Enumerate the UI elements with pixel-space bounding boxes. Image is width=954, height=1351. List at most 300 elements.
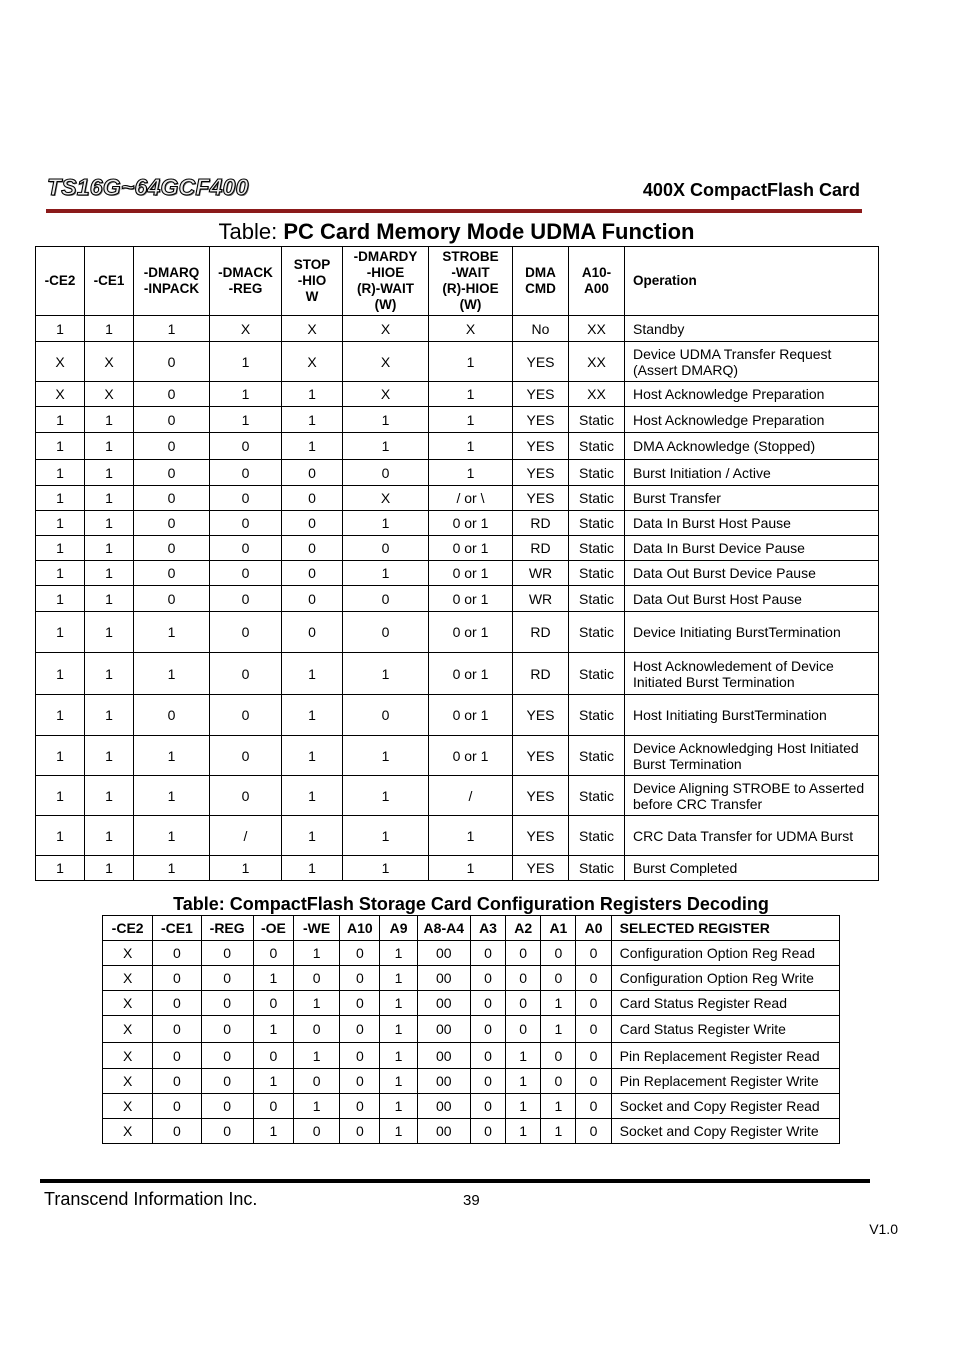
- table-cell: YES: [513, 433, 569, 460]
- operation-cell: Host Initiating BurstTermination: [625, 695, 879, 736]
- table-cell: 1: [380, 1069, 417, 1094]
- table-cell: 1: [210, 382, 282, 407]
- table-row: [36, 586, 879, 612]
- table-cell: 0: [340, 1069, 380, 1094]
- table-cell: 0: [470, 1119, 505, 1144]
- register-name-cell: Card Status Register Read: [611, 991, 839, 1016]
- table2-header-cell: SELECTED REGISTER: [611, 916, 839, 941]
- table-cell: 0: [201, 1043, 253, 1069]
- table-cell: 1: [429, 407, 513, 433]
- table-cell: 1: [36, 856, 85, 881]
- table-cell: 1: [210, 342, 282, 382]
- table-cell: Static: [569, 460, 625, 486]
- table-cell: 1: [282, 653, 343, 695]
- operation-cell: Host Acknowledement of Device Initiated Burst Termination: [625, 653, 879, 695]
- table-cell: Static: [569, 511, 625, 536]
- table-cell: 1: [294, 1094, 340, 1119]
- table-cell: 1: [134, 736, 210, 776]
- table-cell: 1: [294, 1043, 340, 1069]
- table-cell: 0: [343, 536, 429, 561]
- table-cell: Static: [569, 536, 625, 561]
- table-row: [103, 1094, 840, 1119]
- table-cell: 0: [294, 1016, 340, 1043]
- table-cell: X: [103, 941, 153, 966]
- document-subtitle: 400X CompactFlash Card: [642, 180, 860, 200]
- table-cell: X: [282, 316, 343, 342]
- table-cell: Static: [569, 486, 625, 511]
- table-cell: 0: [343, 695, 429, 736]
- table-cell: 1: [541, 991, 576, 1016]
- table-cell: 0: [134, 433, 210, 460]
- table-cell: 0: [134, 695, 210, 736]
- table-cell: 0: [541, 1043, 576, 1069]
- table-cell: 1: [282, 816, 343, 856]
- table-cell: 0: [576, 1119, 611, 1144]
- table-cell: X: [103, 1119, 153, 1144]
- table2-header-cell: A1: [541, 916, 576, 941]
- table-cell: 1: [36, 695, 85, 736]
- table-cell: 0: [210, 653, 282, 695]
- table1-header-cell: -DMACK -REG: [210, 247, 282, 316]
- table-cell: Static: [569, 433, 625, 460]
- table-cell: 0: [506, 1016, 541, 1043]
- operation-cell: Standby: [625, 316, 879, 342]
- table2-header-cell: A3: [470, 916, 505, 941]
- table-cell: /: [210, 816, 282, 856]
- table-cell: 0: [134, 586, 210, 612]
- table-row: [36, 776, 879, 816]
- table-cell: 0: [153, 1094, 201, 1119]
- table-row: [36, 342, 879, 382]
- table-row: [36, 653, 879, 695]
- table1-title-prefix: Table:: [218, 219, 278, 244]
- table1-header-row: [36, 247, 879, 316]
- table-cell: X: [343, 342, 429, 382]
- table-cell: 1: [36, 612, 85, 653]
- table-cell: 0: [506, 966, 541, 991]
- table-cell: 1: [541, 1016, 576, 1043]
- table-cell: 1: [253, 966, 293, 991]
- table-cell: 0 or 1: [429, 586, 513, 612]
- table-cell: X: [103, 1043, 153, 1069]
- table-cell: 1: [36, 776, 85, 816]
- table-cell: 1: [294, 941, 340, 966]
- table-cell: XX: [569, 342, 625, 382]
- table-cell: 1: [36, 511, 85, 536]
- table-cell: 0: [210, 586, 282, 612]
- table-cell: 0: [282, 486, 343, 511]
- table-cell: 0: [576, 1016, 611, 1043]
- table-cell: 0: [294, 966, 340, 991]
- table-cell: YES: [513, 816, 569, 856]
- table-cell: 0: [134, 460, 210, 486]
- table-row: [103, 991, 840, 1016]
- table-cell: YES: [513, 856, 569, 881]
- table-cell: 0 or 1: [429, 736, 513, 776]
- table-cell: 1: [429, 460, 513, 486]
- table-cell: 1: [36, 407, 85, 433]
- table-cell: 0: [541, 1069, 576, 1094]
- table-cell: X: [343, 316, 429, 342]
- table-cell: 1: [36, 486, 85, 511]
- operation-cell: Data Out Burst Host Pause: [625, 586, 879, 612]
- operation-cell: Data Out Burst Device Pause: [625, 561, 879, 586]
- table-cell: 0: [134, 561, 210, 586]
- table-cell: XX: [569, 316, 625, 342]
- table-cell: 0: [153, 991, 201, 1016]
- table-cell: X: [103, 991, 153, 1016]
- table-row: [103, 966, 840, 991]
- table-cell: 0: [153, 1043, 201, 1069]
- table-cell: 1: [541, 1094, 576, 1119]
- table-cell: 1: [85, 407, 134, 433]
- table-cell: 1: [343, 736, 429, 776]
- table-row: [36, 856, 879, 881]
- table-cell: 0: [134, 407, 210, 433]
- table-row: [103, 1119, 840, 1144]
- table-cell: 1: [253, 1016, 293, 1043]
- register-name-cell: Pin Replacement Register Read: [611, 1043, 839, 1069]
- table-cell: 1: [282, 382, 343, 407]
- register-name-cell: Configuration Option Reg Read: [611, 941, 839, 966]
- table-cell: YES: [513, 342, 569, 382]
- table-row: [36, 536, 879, 561]
- table-cell: 0: [201, 991, 253, 1016]
- table-cell: No: [513, 316, 569, 342]
- company-name: Transcend Information Inc.: [44, 1189, 258, 1209]
- table-cell: YES: [513, 382, 569, 407]
- table-row: [36, 382, 879, 407]
- table-cell: 0: [201, 1069, 253, 1094]
- table-cell: 1: [210, 407, 282, 433]
- table1-header-cell: STROBE -WAIT (R)-HIOE (W): [429, 247, 513, 316]
- table-cell: 0: [470, 1043, 505, 1069]
- table-cell: 00: [417, 1043, 470, 1069]
- table1-header-cell: -CE2: [36, 247, 85, 316]
- table-cell: X: [85, 342, 134, 382]
- table-cell: 1: [282, 433, 343, 460]
- table-cell: 0: [201, 1094, 253, 1119]
- table-cell: X: [429, 316, 513, 342]
- table-cell: 0: [340, 941, 380, 966]
- table-cell: 1: [85, 486, 134, 511]
- operation-cell: Device Acknowledging Host Initiated Burst Termination: [625, 736, 879, 776]
- table-cell: X: [103, 1016, 153, 1043]
- table-cell: 0: [210, 736, 282, 776]
- table-cell: 1: [506, 1069, 541, 1094]
- table-cell: 0: [470, 966, 505, 991]
- table-cell: 1: [429, 816, 513, 856]
- table-cell: X: [103, 1094, 153, 1119]
- table-cell: / or \: [429, 486, 513, 511]
- table-cell: X: [343, 486, 429, 511]
- table-cell: 1: [380, 941, 417, 966]
- table-cell: 0: [153, 1016, 201, 1043]
- table-cell: X: [103, 1069, 153, 1094]
- table2-header-cell: -CE2: [103, 916, 153, 941]
- table-cell: 1: [85, 536, 134, 561]
- table-cell: RD: [513, 511, 569, 536]
- operation-cell: Device Initiating BurstTermination: [625, 612, 879, 653]
- table2-header-cell: A9: [380, 916, 417, 941]
- table2-header-cell: A8-A4: [417, 916, 470, 941]
- table-row: [103, 941, 840, 966]
- table-cell: 00: [417, 1016, 470, 1043]
- table-cell: 1: [134, 776, 210, 816]
- table-cell: 0: [576, 1043, 611, 1069]
- table-cell: 0: [282, 586, 343, 612]
- table-cell: 0: [253, 941, 293, 966]
- table-cell: 1: [380, 1016, 417, 1043]
- table-cell: 0: [343, 586, 429, 612]
- table-cell: 1: [85, 511, 134, 536]
- table-cell: 1: [85, 736, 134, 776]
- table-cell: 1: [36, 653, 85, 695]
- table-cell: 0: [210, 460, 282, 486]
- table1-header-cell: -CE1: [85, 247, 134, 316]
- table-cell: 0: [576, 966, 611, 991]
- table-cell: 1: [343, 433, 429, 460]
- table-cell: X: [282, 342, 343, 382]
- table-cell: 1: [380, 1094, 417, 1119]
- table-row: [103, 1043, 840, 1069]
- table-cell: 0: [210, 776, 282, 816]
- table-cell: 1: [210, 856, 282, 881]
- table-cell: 1: [343, 856, 429, 881]
- table-cell: 0: [201, 1119, 253, 1144]
- table-cell: 1: [36, 316, 85, 342]
- table-cell: 1: [85, 460, 134, 486]
- table-cell: X: [36, 342, 85, 382]
- table-cell: 0: [210, 486, 282, 511]
- table-cell: 0: [201, 941, 253, 966]
- table-cell: 1: [85, 586, 134, 612]
- table-cell: 1: [85, 612, 134, 653]
- table-cell: 0: [470, 1069, 505, 1094]
- table-cell: 1: [85, 561, 134, 586]
- table-cell: 0 or 1: [429, 511, 513, 536]
- operation-cell: Device Aligning STROBE to Asserted before CRC Transfer: [625, 776, 879, 816]
- table2-header-cell: -WE: [294, 916, 340, 941]
- operation-cell: Burst Transfer: [625, 486, 879, 511]
- table2-header-cell: -REG: [201, 916, 253, 941]
- table-row: [36, 316, 879, 342]
- table-cell: 1: [253, 1069, 293, 1094]
- table-cell: 0: [134, 511, 210, 536]
- table2-header-cell: -CE1: [153, 916, 201, 941]
- table-cell: 0: [153, 941, 201, 966]
- register-name-cell: Socket and Copy Register Read: [611, 1094, 839, 1119]
- table-cell: Static: [569, 695, 625, 736]
- table-cell: 0: [282, 511, 343, 536]
- table-cell: 0: [340, 1016, 380, 1043]
- operation-cell: Host Acknowledge Preparation: [625, 407, 879, 433]
- table1-header-cell: -DMARQ -INPACK: [134, 247, 210, 316]
- table2-header-cell: A0: [576, 916, 611, 941]
- table-cell: 00: [417, 1094, 470, 1119]
- table-cell: 0: [470, 1016, 505, 1043]
- table-cell: 1: [85, 776, 134, 816]
- table-cell: 0: [201, 966, 253, 991]
- operation-cell: CRC Data Transfer for UDMA Burst: [625, 816, 879, 856]
- table-cell: 0: [153, 1119, 201, 1144]
- table-cell: 1: [429, 342, 513, 382]
- table-cell: 1: [506, 1094, 541, 1119]
- table-cell: 1: [343, 816, 429, 856]
- table-cell: 0: [253, 1043, 293, 1069]
- table-cell: 1: [343, 561, 429, 586]
- table-row: [36, 486, 879, 511]
- table-cell: 0: [294, 1069, 340, 1094]
- table-cell: Static: [569, 816, 625, 856]
- table-cell: YES: [513, 695, 569, 736]
- header-rule: [46, 209, 862, 213]
- table-cell: 1: [85, 856, 134, 881]
- table-cell: YES: [513, 460, 569, 486]
- table-cell: 1: [429, 856, 513, 881]
- table-cell: /: [429, 776, 513, 816]
- table-cell: 00: [417, 1069, 470, 1094]
- table-row: [36, 407, 879, 433]
- table-row: [36, 736, 879, 776]
- table-cell: 0: [282, 612, 343, 653]
- table-cell: 1: [134, 612, 210, 653]
- table-cell: 0: [210, 433, 282, 460]
- table-cell: 1: [429, 382, 513, 407]
- table-cell: Static: [569, 561, 625, 586]
- table-cell: 0: [210, 511, 282, 536]
- table-cell: 1: [294, 991, 340, 1016]
- table1-title-main: PC Card Memory Mode UDMA Function: [283, 219, 695, 244]
- table-cell: X: [210, 316, 282, 342]
- table-cell: RD: [513, 653, 569, 695]
- table-cell: 0: [576, 991, 611, 1016]
- table-cell: 1: [343, 653, 429, 695]
- table-cell: 1: [429, 433, 513, 460]
- table-cell: 0: [340, 966, 380, 991]
- table-cell: 0: [282, 561, 343, 586]
- table-cell: 0: [134, 342, 210, 382]
- table-cell: 1: [85, 816, 134, 856]
- table-cell: 0: [576, 941, 611, 966]
- table-cell: 0 or 1: [429, 695, 513, 736]
- table-cell: 1: [36, 433, 85, 460]
- table-cell: YES: [513, 776, 569, 816]
- register-name-cell: Card Status Register Write: [611, 1016, 839, 1043]
- udma-function-table: [35, 246, 879, 881]
- table-cell: 1: [36, 586, 85, 612]
- table-cell: Static: [569, 653, 625, 695]
- table-cell: 0: [340, 1043, 380, 1069]
- table-row: [36, 695, 879, 736]
- table-cell: 0: [153, 1069, 201, 1094]
- table-cell: 0: [210, 612, 282, 653]
- table-cell: WR: [513, 586, 569, 612]
- table-cell: WR: [513, 561, 569, 586]
- register-name-cell: Configuration Option Reg Write: [611, 966, 839, 991]
- table-cell: 1: [380, 1119, 417, 1144]
- table-cell: 0: [253, 991, 293, 1016]
- table2-header-cell: -OE: [253, 916, 293, 941]
- table-cell: 1: [85, 695, 134, 736]
- table-cell: 0: [470, 1094, 505, 1119]
- table-cell: 0: [153, 966, 201, 991]
- table-cell: 0: [134, 536, 210, 561]
- table-cell: 0: [134, 382, 210, 407]
- table-cell: XX: [569, 382, 625, 407]
- table-cell: 1: [380, 1043, 417, 1069]
- table-row: [103, 1069, 840, 1094]
- table-cell: 1: [134, 856, 210, 881]
- table-cell: 1: [506, 1119, 541, 1144]
- table1-header-cell: STOP -HIO W: [282, 247, 343, 316]
- table-cell: YES: [513, 486, 569, 511]
- table-cell: Static: [569, 736, 625, 776]
- table-cell: 0: [470, 991, 505, 1016]
- table1-title: [35, 219, 878, 245]
- table2-title: Table: CompactFlash Storage Card Configuration Registers Decoding: [173, 894, 769, 914]
- table-cell: 0: [282, 536, 343, 561]
- table-cell: YES: [513, 736, 569, 776]
- table-cell: 0: [576, 1094, 611, 1119]
- table-cell: 0: [340, 1094, 380, 1119]
- table-cell: 1: [85, 653, 134, 695]
- table-cell: 1: [36, 561, 85, 586]
- table-cell: 0: [294, 1119, 340, 1144]
- table-cell: 0: [210, 536, 282, 561]
- table-row: [36, 433, 879, 460]
- table-cell: 0: [541, 966, 576, 991]
- table-cell: Static: [569, 776, 625, 816]
- table-cell: 0: [134, 486, 210, 511]
- table-cell: 1: [134, 316, 210, 342]
- footer-rule: [40, 1179, 870, 1183]
- table-cell: X: [36, 382, 85, 407]
- product-logo: TS16G~64GCF400: [47, 174, 249, 200]
- table-cell: 1: [282, 736, 343, 776]
- table-cell: 0: [201, 1016, 253, 1043]
- table-cell: X: [343, 382, 429, 407]
- table-cell: 1: [253, 1119, 293, 1144]
- table1-header-cell: -DMARDY -HIOE (R)-WAIT (W): [343, 247, 429, 316]
- table-cell: 1: [506, 1043, 541, 1069]
- operation-cell: Data In Burst Device Pause: [625, 536, 879, 561]
- table-cell: 0: [340, 991, 380, 1016]
- table-row: [103, 1016, 840, 1043]
- table-cell: RD: [513, 536, 569, 561]
- table-row: [36, 612, 879, 653]
- table-cell: 0: [343, 460, 429, 486]
- table-cell: 1: [343, 407, 429, 433]
- table-row: [36, 511, 879, 536]
- table-cell: 0 or 1: [429, 653, 513, 695]
- table-cell: Static: [569, 856, 625, 881]
- table-cell: 1: [282, 695, 343, 736]
- table-cell: 1: [134, 816, 210, 856]
- table-cell: 0 or 1: [429, 561, 513, 586]
- table-cell: 0: [506, 991, 541, 1016]
- table-cell: Static: [569, 407, 625, 433]
- table-cell: 00: [417, 991, 470, 1016]
- operation-cell: Host Acknowledge Preparation: [625, 382, 879, 407]
- table-cell: X: [85, 382, 134, 407]
- table-cell: 1: [36, 460, 85, 486]
- table-cell: 0: [210, 561, 282, 586]
- version-label: V1.0: [869, 1221, 898, 1237]
- table-cell: 1: [36, 816, 85, 856]
- table-cell: 0: [541, 941, 576, 966]
- register-name-cell: Pin Replacement Register Write: [611, 1069, 839, 1094]
